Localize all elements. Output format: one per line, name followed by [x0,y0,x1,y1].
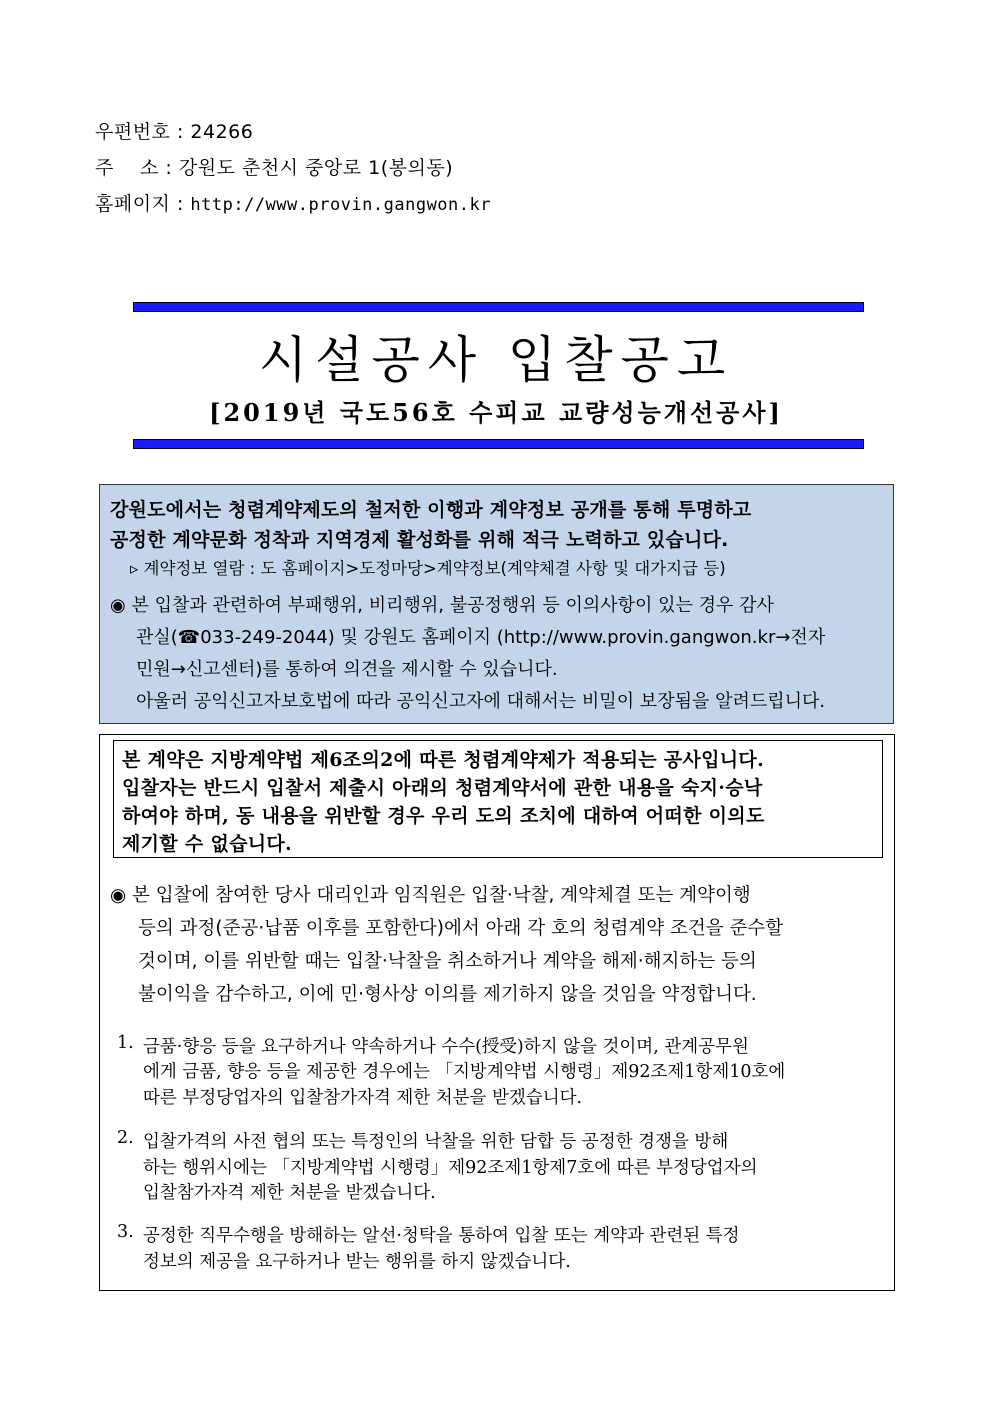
integrity-line-2: 입찰자는 반드시 입찰서 제출시 아래의 청렴계약서에 관한 내용을 숙지·승낙 [122,777,763,799]
contract-info-line: ▹ 계약정보 열람 : 도 홈페이지>도정마당>계약정보(계약체결 사항 및 대가지급 등) [130,559,726,578]
item-3-line-1: 공정한 직무수행을 방해하는 알선·청탁을 통하여 입찰 또는 계약과 관련된 특정 [143,1226,740,1246]
report-line-2: 관실(☎033-249-2044) 및 강원도 홈페이지 (http://www.provin.gangwon.kr→전자 [136,627,826,648]
item-3-line-2: 정보의 제공을 요구하거나 받는 행위를 하지 않겠습니다. [143,1252,571,1272]
integrity-line-3: 하여야 하며, 동 내용을 위반할 경우 우리 도의 조치에 대하여 어떠한 이의도 [122,805,765,827]
pledge-line-3: 것이며, 이를 위반할 때는 입찰·낙찰을 취소하거나 계약을 해제·해지하는 등의 [138,951,757,972]
report-line-1: ◉ 본 입찰과 관련하여 부패행위, 비리행위, 불공정행위 등 이의사항이 있는 경우 감사 [110,595,774,616]
integrity-line-1: 본 계약은 지방계약법 제6조의2에 따른 청렴계약제가 적용되는 공사입니다. [122,749,764,771]
pledge-line-4: 불이익을 감수하고, 이에 민·형사상 이의를 제기하지 않을 것임을 약정합니다. [138,984,757,1005]
title-top-bar [133,302,864,312]
homepage-link[interactable]: http://www.provin.gangwon.kr [190,195,491,215]
bullet-icon: ◉ [110,885,127,906]
item-2-line-2: 하는 행위시에는 「지방계약법 시행령」제92조제1항제7호에 따른 부정당업자의 [143,1158,758,1178]
page-subtitle: [2019년 국도56호 수피교 교량성능개선공사] [209,398,783,427]
address-row [95,153,453,180]
postal-code-row [95,117,253,144]
pledge-line-2: 등의 과정(준공·납품 이후를 포함한다)에서 아래 각 호의 청렴계약 조건을 준수할 [138,918,784,939]
item-3-number: 3. [117,1222,134,1242]
homepage-row [95,189,491,216]
address-value: 강원도 춘천시 중앙로 1(봉의동) [178,157,454,179]
item-2-line-3: 입찰참가자격 제한 처분을 받겠습니다. [143,1183,436,1203]
report-line-4: 아울러 공익신고자보호법에 따라 공익신고자에 대해서는 비밀이 보장됨을 알려드립니다. [136,691,826,712]
notice-box [99,484,894,724]
title-bottom-bar [133,439,864,449]
address-label: 주 소 : [95,157,179,179]
item-1-line-2: 에게 금품, 향응 등을 제공한 경우에는 「지방계약법 시행령」제92조제1항제10호에 [143,1062,786,1082]
notice-line-1: 강원도에서는 청렴계약제도의 철저한 이행과 계약정보 공개를 통해 투명하고 [110,499,752,521]
bullet-icon: ◉ [110,595,126,616]
item-2-line-1: 입찰가격의 사전 협의 또는 특정인의 낙찰을 위한 담합 등 공정한 경쟁을 방해 [143,1132,729,1152]
integrity-line-4: 제기할 수 없습니다. [122,833,292,855]
item-1-line-1: 금품·향응 등을 요구하거나 약속하거나 수수(授受)하지 않을 것이며, 관계공무원 [143,1037,749,1057]
homepage-label: 홈페이지 : [95,193,191,215]
postal-code-value: 24266 [190,121,254,143]
item-2-number: 2. [117,1128,134,1148]
pledge-line-1: ◉ 본 입찰에 참여한 당사 대리인과 임직원은 입찰·낙찰, 계약체결 또는 계약이행 [110,885,751,906]
report-line-3: 민원→신고센터)를 통하여 의견을 제시할 수 있습니다. [136,659,558,680]
item-1-line-3: 따른 부정당업자의 입찰참가자격 제한 처분을 받겠습니다. [143,1088,583,1108]
notice-line-2: 공정한 계약문화 정착과 지역경제 활성화를 위해 적극 노력하고 있습니다. [110,529,729,551]
item-1-number: 1. [117,1033,134,1053]
postal-code-label: 우편번호 : [95,121,191,143]
page-title: 시설공사 입찰공고 [258,331,734,389]
integrity-box [113,740,883,858]
